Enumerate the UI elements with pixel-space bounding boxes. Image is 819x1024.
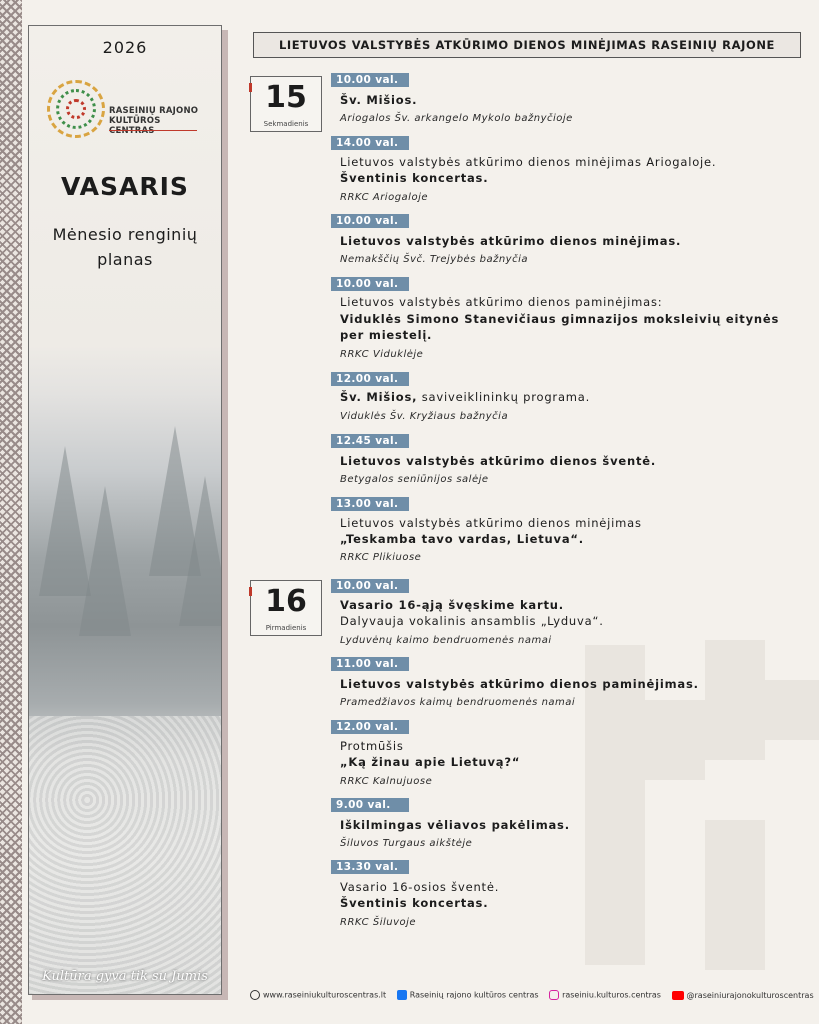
- page-header: LIETUVOS VALSTYBĖS ATKŪRIMO DIENOS MINĖJIMAS RASEINIŲ RAJONE: [253, 32, 801, 58]
- event-title: Viduklės Simono Stanevičiaus gimnazijos moksleivių eitynės: [340, 312, 780, 326]
- event-title: Lietuvos valstybės atkūrimo dienos minėjimas.: [340, 234, 682, 248]
- event-title: „Teskamba tavo vardas, Lietuva“.: [340, 532, 584, 546]
- event-title: „Ką žinau apie Lietuvą?“: [340, 755, 521, 769]
- event-time: 12.00 val.: [331, 720, 409, 734]
- event-description: Lietuvos valstybės atkūrimo dienos paminėjimas:: [340, 295, 663, 309]
- event-title: Šv. Mišios.: [340, 93, 418, 107]
- event-time: 13.30 val.: [331, 860, 409, 874]
- decorative-shape: [645, 700, 705, 780]
- event-time: 12.45 val.: [331, 434, 409, 448]
- side-panel: [28, 25, 222, 995]
- year: 2026: [102, 38, 148, 57]
- decorative-shape: [765, 680, 819, 740]
- month-title: VASARIS: [61, 172, 189, 201]
- logo-line2: KULTŪROS CENTRAS: [109, 116, 161, 136]
- event-title: Šventinis koncertas.: [340, 896, 489, 910]
- event-location: RRKC Viduklėje: [340, 349, 424, 360]
- footer-web[interactable]: www.raseiniukulturoscentras.lt: [250, 990, 386, 1000]
- decorative-border: [0, 0, 22, 1024]
- event-location: Pramedžiavos kaimų bendruomenės namai: [340, 697, 576, 708]
- event-time: 12.00 val.: [331, 372, 409, 386]
- date-number: 16: [265, 584, 307, 619]
- date-number: 15: [265, 80, 307, 115]
- event-title-continued: per miestelį.: [340, 328, 433, 342]
- facebook-icon: [397, 990, 407, 1000]
- event-time: 10.00 val.: [331, 579, 409, 593]
- event-title: Šv. Mišios, saviveiklininkų programa.: [340, 390, 591, 404]
- event-description: Lietuvos valstybės atkūrimo dienos minėjimas: [340, 516, 642, 530]
- decorative-shape: [585, 645, 645, 965]
- subtitle: Mėnesio renginių planas: [52, 225, 198, 269]
- event-location: RRKC Plikiuose: [340, 552, 422, 563]
- footer: [250, 990, 814, 1000]
- logo: [47, 76, 207, 156]
- event-location: Nemakščių Švč. Trejybės bažnyčia: [340, 254, 528, 265]
- event-time: 10.00 val.: [331, 277, 409, 291]
- instagram-icon: [549, 990, 559, 1000]
- date-box: [250, 76, 322, 132]
- tree-silhouette: [79, 486, 131, 636]
- date-box: [250, 580, 322, 636]
- event-title: Lietuvos valstybės atkūrimo dienos šventė.: [340, 454, 657, 468]
- event-location: RRKC Ariogaloje: [340, 192, 428, 203]
- tree-silhouette: [179, 476, 222, 626]
- snowy-ground: [29, 716, 222, 995]
- event-location: Lyduvėnų kaimo bendruomenės namai: [340, 635, 552, 646]
- event-location: RRKC Šiluvoje: [340, 917, 417, 928]
- decorative-shape: [705, 640, 765, 760]
- footer-facebook[interactable]: Raseinių rajono kultūros centras: [397, 990, 539, 1000]
- weekday: Pirmadienis: [265, 624, 307, 632]
- event-description: Protmūšis: [340, 739, 404, 753]
- event-time: 11.00 val.: [331, 657, 409, 671]
- event-time: 10.00 val.: [331, 73, 409, 87]
- footer-youtube[interactable]: @raseiniurajonokulturoscentras: [672, 991, 814, 1000]
- event-title: Lietuvos valstybės atkūrimo dienos paminėjimas.: [340, 677, 699, 691]
- youtube-icon: [672, 991, 684, 1000]
- event-location: Ariogalos Šv. arkangelo Mykolo bažnyčioje: [340, 113, 573, 124]
- event-description: Lietuvos valstybės atkūrimo dienos minėjimas Ariogaloje.: [340, 155, 717, 169]
- event-time: 10.00 val.: [331, 214, 409, 228]
- decorative-shape: [705, 820, 765, 970]
- event-title: Šventinis koncertas.: [340, 171, 489, 185]
- logo-line1: RASEINIŲ RAJONO: [109, 106, 199, 116]
- event-title: Vasario 16-ąją švęskime kartu.: [340, 598, 564, 612]
- event-location: Betygalos seniūnijos salėje: [340, 474, 489, 485]
- event-location: Šiluvos Turgaus aikštėje: [340, 838, 473, 849]
- event-time: 13.00 val.: [331, 497, 409, 511]
- motto: Kultūra gyva tik su Jumis: [42, 969, 208, 984]
- weekday: Sekmadienis: [263, 120, 309, 128]
- event-location: RRKC Kalnujuose: [340, 776, 433, 787]
- globe-icon: [250, 990, 260, 1000]
- event-time: 14.00 val.: [331, 136, 409, 150]
- event-location: Viduklės Šv. Kryžiaus bažnyčia: [340, 411, 509, 422]
- event-title: Iškilmingas vėliavos pakėlimas.: [340, 818, 570, 832]
- event-description: Vasario 16-osios šventė.: [340, 880, 500, 894]
- event-time: 9.00 val.: [331, 798, 409, 812]
- footer-instagram[interactable]: raseiniu.kulturos.centras: [549, 990, 661, 1000]
- event-description: Dalyvauja vokalinis ansamblis „Lyduva“.: [340, 614, 604, 628]
